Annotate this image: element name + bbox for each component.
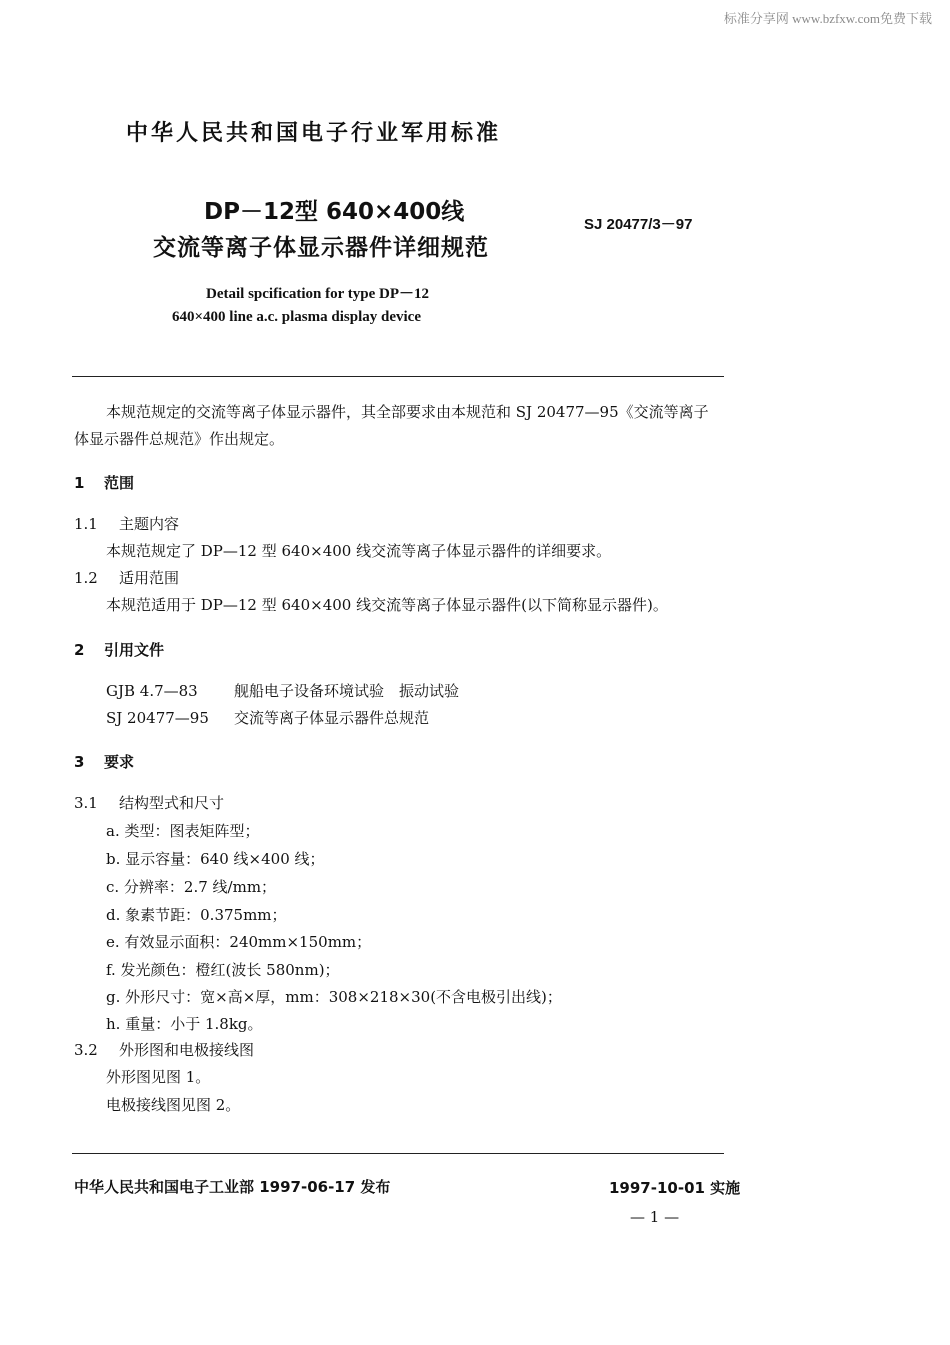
title-cn-line2: 交流等离子体显示器件详细规范: [153, 235, 489, 261]
standard-category: 中华人民共和国电子行业军用标准: [126, 121, 502, 146]
section-2-number: 2: [74, 641, 85, 659]
effective-date: 1997-10-01 实施: [609, 1179, 741, 1197]
section-1-2-number: 1.2: [74, 569, 98, 587]
section-1-2-heading: [74, 568, 179, 588]
section-3-heading: [74, 751, 134, 772]
reference-name: 舰船电子设备环境试验 振动试验: [234, 682, 460, 700]
section-1-2-text: 本规范适用于 DP—12 型 640×400 线交流等离子体显示器件(以下简称显示器件)。: [106, 596, 668, 614]
section-1-heading: [74, 472, 134, 493]
list-item: b. 显示容量：640 线×400 线；: [106, 850, 325, 868]
reference-name: 交流等离子体显示器件总规范: [234, 709, 430, 727]
section-2-heading: [74, 639, 164, 660]
section-1-1-number: 1.1: [74, 515, 98, 533]
section-3-2-heading: [74, 1040, 254, 1060]
title-en-line1: Detail spcification for type DP－12: [206, 286, 430, 302]
list-item: a. 类型：图表矩阵型；: [106, 822, 260, 840]
list-item: h. 重量：小于 1.8kg。: [106, 1015, 263, 1033]
section-3-1-heading: [74, 793, 224, 813]
reference-code: GJB 4.7—83: [106, 682, 198, 700]
standard-code: SJ 20477/3－97: [584, 216, 693, 233]
title-cn-line1: DP－12型 640×400线: [204, 199, 465, 225]
list-item: f. 发光颜色：橙红(波长 580nm)；: [106, 961, 340, 979]
section-3-1-title: 结构型式和尺寸: [119, 794, 225, 812]
section-3-2-line1: 外形图见图 1。: [106, 1068, 211, 1086]
section-1-1-title: 主题内容: [119, 515, 180, 533]
intro-line2: 体显示器件总规范》作出规定。: [74, 430, 285, 448]
section-1-title: 范围: [104, 474, 135, 492]
header-divider: [72, 376, 724, 377]
footer-divider: [72, 1153, 724, 1154]
list-item: g. 外形尺寸：宽×高×厚，mm：308×218×30(不含电极引出线)；: [106, 988, 562, 1006]
section-3-2-number: 3.2: [74, 1041, 98, 1059]
section-3-2-line2: 电极接线图见图 2。: [106, 1096, 241, 1114]
section-3-number: 3: [74, 753, 85, 771]
section-1-1-heading: [74, 514, 179, 534]
page-number: — 1 —: [630, 1208, 680, 1226]
section-3-2-title: 外形图和电极接线图: [119, 1041, 255, 1059]
list-item: c. 分辨率：2.7 线/mm；: [106, 878, 277, 896]
issuer-statement: 中华人民共和国电子工业部 1997-06-17 发布: [74, 1178, 391, 1196]
watermark-text: 标准分享网 www.bzfxw.com免费下载: [723, 11, 932, 26]
reference-row: [106, 708, 429, 728]
intro-line1: 本规范规定的交流等离子体显示器件，其全部要求由本规范和 SJ 20477—95《交流等离子: [106, 403, 709, 421]
section-3-1-number: 3.1: [74, 794, 98, 812]
reference-code: SJ 20477—95: [106, 709, 209, 727]
reference-row: [106, 681, 459, 701]
section-1-1-text: 本规范规定了 DP—12 型 640×400 线交流等离子体显示器件的详细要求。: [106, 542, 612, 560]
section-3-title: 要求: [104, 753, 135, 771]
list-item: d. 象素节距：0.375mm；: [106, 906, 287, 924]
section-2-title: 引用文件: [104, 641, 165, 659]
section-1-2-title: 适用范围: [119, 569, 180, 587]
list-item: e. 有效显示面积：240mm×150mm；: [106, 933, 372, 951]
section-1-number: 1: [74, 474, 85, 492]
title-en-line2: 640×400 line a.c. plasma display device: [172, 309, 421, 325]
